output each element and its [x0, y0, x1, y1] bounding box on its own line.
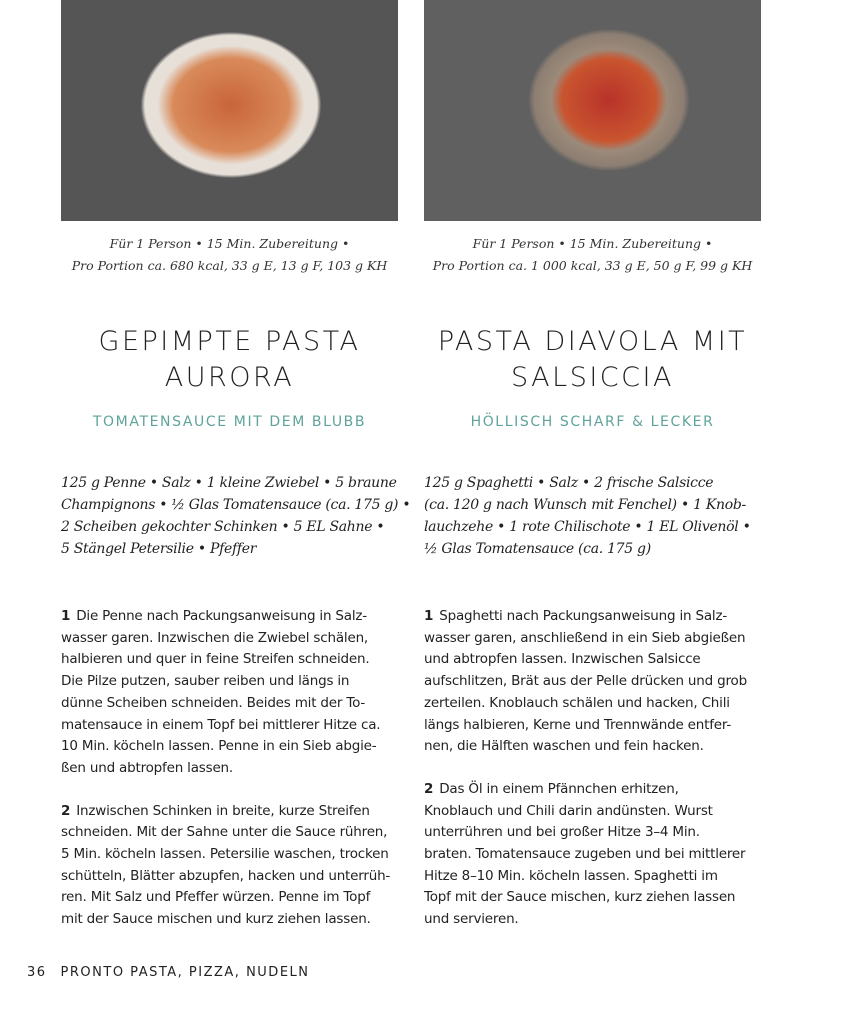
step-text: wasser garen, anschließend in ein Sieb abgießen — [424, 629, 746, 646]
step — [424, 606, 761, 758]
ingredients-list — [61, 472, 411, 560]
step-text: Die Penne nach Packungsanweisung in Salz- — [76, 608, 367, 624]
title-line: AURORA — [164, 362, 295, 393]
step-line — [424, 671, 761, 693]
step-number: 2 — [424, 780, 434, 797]
ingredient-line: 125 g Spaghetti • Salz • 2 frische Salsicce — [424, 475, 714, 491]
step-text: ßen und abtropfen lassen. — [61, 759, 233, 776]
recipe-photo — [424, 0, 761, 221]
recipe-title — [61, 324, 398, 396]
step-text: 5 Min. köcheln lassen. Petersilie waschen, trocken — [61, 846, 389, 863]
recipe-subtitle: TOMATENSAUCE MIT DEM BLUBB — [92, 414, 367, 430]
step-line — [424, 887, 761, 909]
step-text: matensauce in einem Topf bei mittlerer Hitze ca. — [61, 716, 381, 733]
step-text: längs halbieren, Kerne und Trennwände entfer- — [424, 716, 732, 733]
step-text: Topf mit der Sauce mischen, kurz ziehen lassen — [424, 889, 736, 906]
step-line — [61, 628, 398, 650]
recipe-photo — [61, 0, 398, 221]
step-text: Knoblauch und Chili darin andünsten. Wurst — [424, 802, 713, 819]
section-title: PRONTO PASTA, PIZZA, NUDELN — [60, 965, 310, 980]
step-text: schütteln, Blätter abzupfen, hacken und unterrüh- — [61, 867, 391, 884]
step-text: braten. Tomatensauce zugeben und bei mittlerer — [424, 846, 746, 863]
meta-line: Pro Portion ca. 680 kcal, 33 g E, 13 g F, 103 g KH — [71, 258, 388, 273]
step-line — [61, 909, 398, 931]
step-line — [61, 801, 398, 823]
ingredient-line: lauchzehe • 1 rote Chilischote • 1 EL Olivenöl • — [424, 519, 751, 535]
recipe-column — [61, 0, 411, 952]
step-text: schneiden. Mit der Sahne unter die Sauce rühren, — [61, 824, 388, 841]
page-footer — [27, 965, 310, 980]
step-line — [424, 822, 761, 844]
step-text: mit der Sauce mischen und kurz ziehen lassen. — [61, 911, 371, 928]
step-number: 1 — [61, 608, 71, 624]
ingredients-list — [424, 472, 761, 560]
step — [424, 779, 761, 931]
page-number: 36 — [27, 965, 47, 980]
step-text: Inzwischen Schinken in breite, kurze Streifen — [76, 802, 370, 819]
step-text: Das Öl in einem Pfännchen erhitzen, — [439, 780, 679, 797]
step-line — [424, 844, 761, 866]
step-line — [424, 866, 761, 888]
step-line — [61, 693, 398, 715]
step-line — [61, 736, 398, 758]
step-number: 2 — [61, 802, 71, 819]
ingredient-line: 2 Scheiben gekochter Schinken • 5 EL Sahne • — [61, 519, 385, 535]
recipe-column — [424, 0, 761, 952]
step-text: zerteilen. Knoblauch schälen und hacken, Chili — [424, 694, 730, 711]
step-text: unterrühren und bei großer Hitze 3–4 Min. — [424, 824, 700, 841]
step-line — [61, 671, 398, 693]
step-line — [424, 715, 761, 737]
step-text: Spaghetti nach Packungsanweisung in Salz- — [439, 608, 728, 624]
step — [61, 606, 398, 780]
ingredient-line: (ca. 120 g nach Wunsch mit Fenchel) • 1 Knob- — [424, 497, 746, 513]
step-line — [61, 606, 398, 628]
step-text: dünne Scheiben schneiden. Beides mit der To- — [61, 694, 366, 711]
step-line — [61, 715, 398, 737]
step-line — [424, 606, 761, 628]
step-text: und servieren. — [424, 911, 519, 928]
step-text: aufschlitzen, Brät aus der Pelle drücken und grob — [424, 673, 747, 690]
step-text: halbieren und quer in feine Streifen schneiden. — [61, 651, 370, 668]
ingredient-line: ½ Glas Tomatensauce (ca. 175 g) — [424, 541, 651, 557]
title-line: GEPIMPTE PASTA — [98, 326, 361, 357]
recipe-title — [424, 324, 761, 396]
ingredient-line: Champignons • ½ Glas Tomatensauce (ca. 175 g) • — [61, 497, 411, 513]
step-text: und abtropfen lassen. Inzwischen Salsicce — [424, 651, 701, 668]
step-text: 10 Min. köcheln lassen. Penne in ein Sieb abgie- — [61, 738, 377, 755]
step-text: wasser garen. Inzwischen die Zwiebel schälen, — [61, 629, 369, 646]
title-line: SALSICCIA — [511, 362, 674, 393]
step-text: Hitze 8–10 Min. köcheln lassen. Spaghetti im — [424, 867, 718, 884]
recipe-meta — [424, 233, 761, 277]
step-line — [61, 887, 398, 909]
step-line — [424, 779, 761, 801]
meta-line: Für 1 Person • 15 Min. Zubereitung • — [109, 236, 350, 251]
step-line — [424, 628, 761, 650]
instructions — [61, 606, 398, 931]
step-line — [61, 649, 398, 671]
step-line — [424, 693, 761, 715]
step-line — [424, 909, 761, 931]
ingredient-line: 125 g Penne • Salz • 1 kleine Zwiebel • 5 braune — [61, 475, 397, 491]
instructions — [424, 606, 761, 931]
step-line — [424, 801, 761, 823]
step-line — [424, 649, 761, 671]
step-text: Die Pilze putzen, sauber reiben und längs in — [61, 673, 350, 690]
recipe-subtitle: HÖLLISCH SCHARF & LECKER — [470, 414, 715, 430]
step-line — [61, 822, 398, 844]
step-line — [424, 736, 761, 758]
recipe-meta — [61, 233, 398, 277]
step-line — [61, 758, 398, 780]
meta-line: Pro Portion ca. 1 000 kcal, 33 g E, 50 g F, 99 g KH — [432, 258, 753, 273]
ingredient-line: 5 Stängel Petersilie • Pfeffer — [61, 541, 257, 557]
step-line — [61, 844, 398, 866]
step-number: 1 — [424, 608, 434, 624]
step-text: ren. Mit Salz und Pfeffer würzen. Penne im Topf — [61, 889, 371, 906]
step-text: nen, die Hälften waschen und fein hacken. — [424, 738, 704, 755]
step — [61, 801, 398, 931]
meta-line: Für 1 Person • 15 Min. Zubereitung • — [472, 236, 713, 251]
title-line: PASTA DIAVOLA MIT — [437, 326, 748, 357]
step-line — [61, 866, 398, 888]
